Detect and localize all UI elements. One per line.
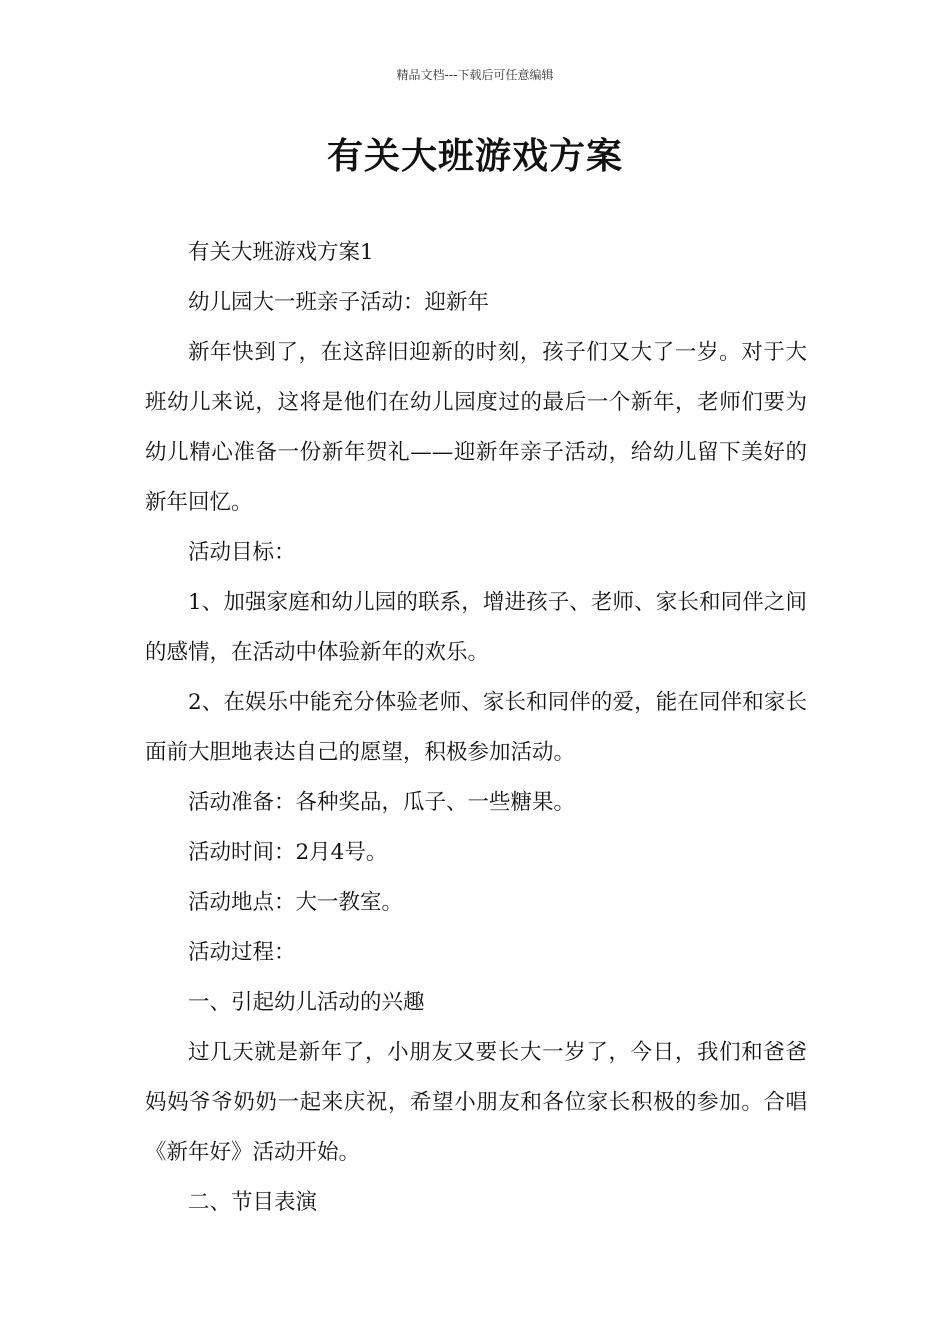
activity-title: 幼儿园大一班亲子活动：迎新年 [188,290,490,315]
document-title: 有关大班游戏方案 [326,136,623,177]
step-1-paragraph: 过几天就是新年了，小朋友又要长大一岁了，今日，我们和爸爸妈妈爷爷奶奶一起来庆祝，希望小朋友和各位家长积极的参加。合唱《新年好》活动开始。 [145,1040,807,1165]
goal-item-1: 1、加强家庭和幼儿园的联系，增进孩子、老师、家长和同伴之间的感情，在活动中体验新年的欢乐。 [145,590,807,665]
step-1-heading: 一、引起幼儿活动的兴趣 [188,990,425,1015]
intro-paragraph: 新年快到了，在这辞旧迎新的时刻，孩子们又大了一岁。对于大班幼儿来说，这将是他们在幼儿园度过的最后一个新年，老师们要为幼儿精心准备一份新年贺礼——迎新年亲子活动，给幼儿留下美好的新年回忆。 [145,340,807,515]
section-heading: 有关大班游戏方案1 [188,240,374,265]
goals-heading: 活动目标： [188,540,296,565]
page-header-note: 精品文档---下载后可任意编辑 [396,68,554,82]
preparation-line: 活动准备：各种奖品，瓜子、一些糖果。 [188,790,576,815]
process-heading: 活动过程： [188,940,296,965]
goal-item-2: 2、在娱乐中能充分体验老师、家长和同伴的爱，能在同伴和家长面前大胆地表达自己的愿望，积极参加活动。 [145,690,807,765]
location-line: 活动地点：大一教室。 [188,890,404,915]
step-2-heading: 二、节目表演 [188,1190,318,1215]
time-line: 活动时间：2月4号。 [188,840,388,865]
document-body [145,228,807,1228]
